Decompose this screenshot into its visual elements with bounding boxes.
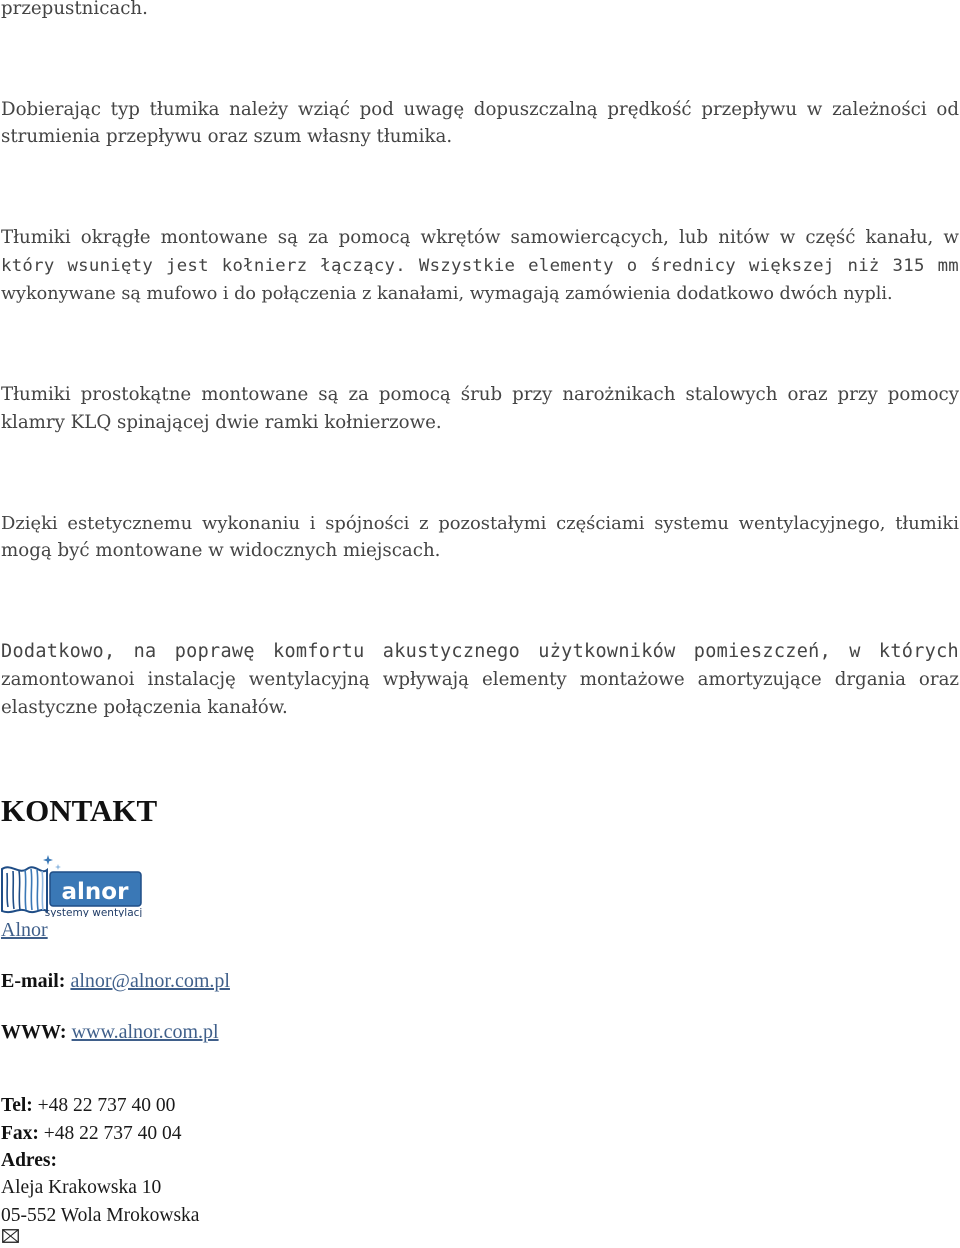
company-link[interactable]: Alnor: [1, 919, 48, 941]
paragraph-text-line: strumienia przepływu oraz szum własny tłumika.: [1, 126, 453, 147]
paragraph-text-line: Tłumiki prostokątne montowane są za pomocą śrub przy narożnikach stalowych oraz przy pomocy: [1, 384, 959, 405]
contact-heading: KONTAKT: [1, 793, 158, 828]
address-label: Adres:: [1, 1150, 57, 1171]
www-link[interactable]: www.alnor.com.pl: [71, 1021, 219, 1043]
alnor-logo[interactable]: [1, 855, 143, 917]
address-line-2: 05-552 Wola Mrokowska: [1, 1205, 200, 1226]
fax-value: +48 22 737 40 04: [43, 1123, 182, 1144]
fax-label: Fax:: [1, 1123, 39, 1144]
address-label-line: [1, 1148, 57, 1174]
alnor-logo-graphic: [1, 855, 143, 917]
logo-tagline-text: systemy wentylacji: [44, 907, 143, 917]
fax-line: [1, 1121, 182, 1147]
paragraph-text-line: wykonywane są mufowo i do połączenia z kanałami, wymagają zamówienia dodatkowo dwóch nypli.: [1, 284, 893, 304]
www-line: [1, 1019, 219, 1045]
paragraph-text-line: który wsunięty jest kołnierz łączący. Wszystkie elementy o średnicy większej niż 315 mm: [1, 256, 959, 276]
address-line-1: Aleja Krakowska 10: [1, 1177, 162, 1198]
paragraph-text-line: Dobierając typ tłumika należy wziąć pod uwagę dopuszczalną prędkość przepływu w zależności od: [1, 99, 959, 120]
paragraph-text-line: przepustnicach.: [1, 0, 148, 19]
paragraph-text-line: zamontowanoi instalację wentylacyjną wpływają elementy montażowe amortyzujące drgania oraz: [1, 669, 959, 690]
email-label: E-mail:: [1, 970, 66, 992]
email-link[interactable]: alnor@alnor.com.pl: [70, 970, 230, 992]
tel-label: Tel:: [1, 1095, 33, 1116]
paragraph-text-line: elastyczne połączenia kanałów.: [1, 697, 288, 718]
paragraph-text-line: klamry KLQ spinającej dwie ramki kołnierzowe.: [1, 412, 442, 433]
paragraph-text-line: Tłumiki okrągłe montowane są za pomocą wkrętów samowiercących, lub nitów w część kanału, w: [1, 227, 959, 248]
company-line: [1, 917, 48, 943]
paragraph-text-line: Dodatkowo, na poprawę komfortu akustycznego użytkowników pomieszczeń, w których: [1, 641, 959, 662]
email-line: [1, 968, 230, 994]
logo-brand-text: alnor: [61, 879, 129, 905]
envelope-icon[interactable]: [2, 1229, 19, 1243]
paragraph-text-line: mogą być montowane w widocznych miejscach.: [1, 540, 441, 561]
tel-line: [1, 1093, 175, 1119]
tel-value: +48 22 737 40 00: [37, 1095, 176, 1116]
www-label: WWW:: [1, 1021, 67, 1043]
paragraph-text-line: Dzięki estetycznemu wykonaniu i spójności z pozostałymi częściami systemu wentylacyjnego, tłumiki: [1, 513, 959, 534]
